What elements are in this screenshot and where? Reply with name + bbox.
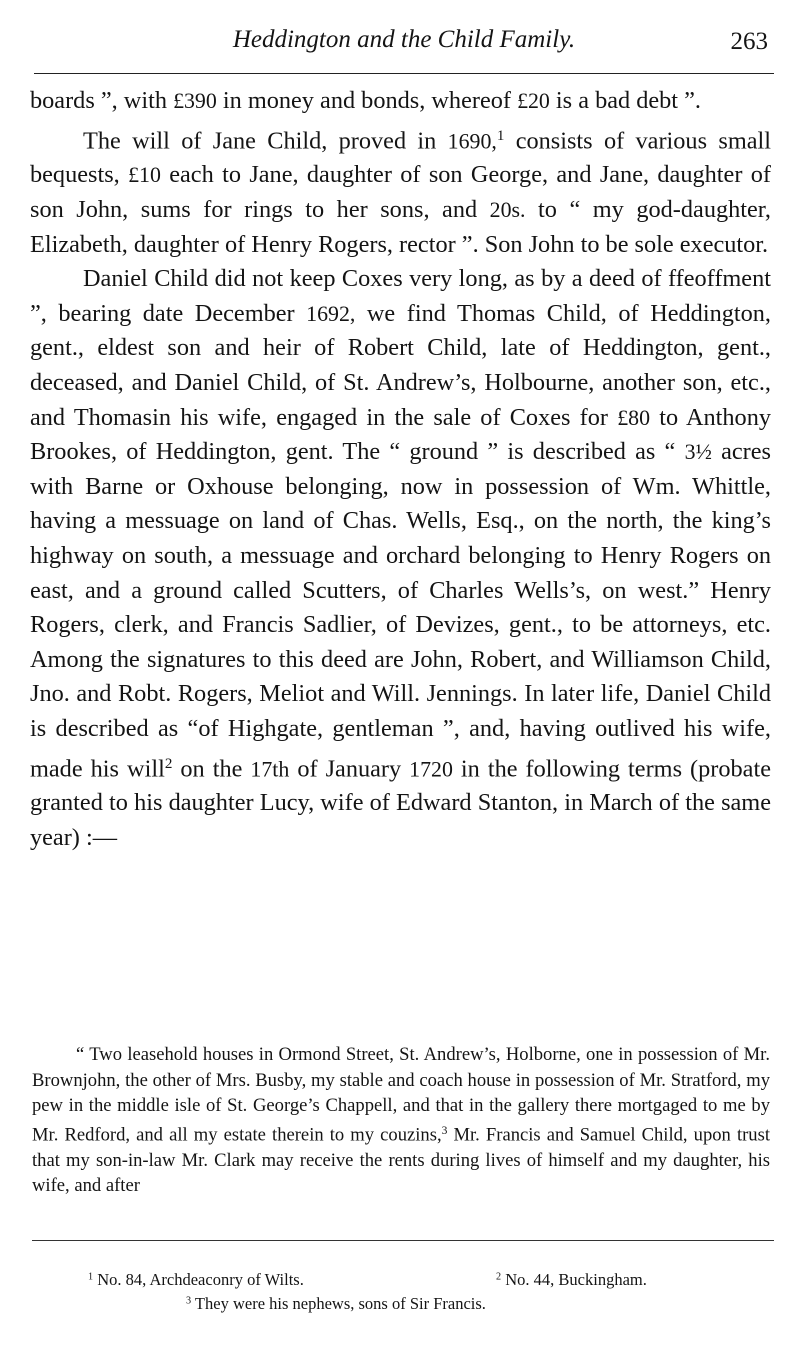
footnote-2	[496, 1270, 647, 1290]
amount: £20	[517, 89, 550, 113]
amount: £80	[617, 405, 650, 430]
text: boards ”, with	[30, 87, 174, 114]
text: acres with Barne or Oxhouse belonging, now in possession of Wm. Whittle, having a messuage on land of Chas. Wells, Esq., on the north, the king’s highway on south, a messuage and orchard belonging to Henry Rogers on east, and a ground called Scutters, of Charles Wells’s, on west.” Henry Rogers, clerk, and Francis Sadlier, of Devizes, gent., to be attorneys, etc. Among the signatures to this deed are John, Robert, and Williamson Child, Jno. and Robt. Rogers, Meliot and Will. Jennings. In later life, Daniel Child is described as “of Highgate, gentleman ”, and, having outlived his wife, made his will	[30, 438, 771, 782]
acreage: 3½	[684, 440, 712, 465]
footnote-ref[interactable]: 2	[164, 755, 173, 772]
will-quotation	[32, 1042, 770, 1199]
year: 1692,	[306, 301, 356, 326]
footnote-mark: 1	[88, 1271, 94, 1283]
footnote-rule	[32, 1240, 774, 1241]
year: 1720	[409, 756, 453, 781]
running-title: Heddington and the Child Family.	[232, 26, 576, 53]
footnote-1	[88, 1270, 304, 1290]
footnotes	[32, 1270, 774, 1313]
text: to Anthony Brookes, of Heddington, gent. The “ ground ” is described as “	[30, 403, 771, 466]
text: of January	[289, 754, 410, 782]
footnote-ref[interactable]: 1	[496, 127, 505, 144]
text: is a bad debt ”.	[549, 87, 701, 114]
paragraph-will-jane-child	[30, 119, 771, 263]
amount: £390	[173, 89, 217, 113]
page-number: 263	[730, 28, 768, 55]
amount: £10	[128, 163, 161, 188]
text: Mr. Francis and Samuel Child, upon trust that my son-in-law Mr. Clark may receive the rents during lives of himself and my daughter, his wife, and after	[32, 1124, 770, 1197]
text: “ Two leasehold houses in Ormond Street, St. Andrew’s, Holborne, one in possession of Mr. Brownjohn, the other of Mrs. Busby, my stable and coach house in possession of Mr. Stratford, my pew in the middle isle of St. George’s Chappell, and that in the gallery there mortgaged to me by Mr. Redford, and all my estate therein to my couzins,	[32, 1044, 770, 1146]
text: Daniel Child did not keep Coxes very long, as by a deed of ffeoffment ”, bearing date December	[30, 265, 771, 327]
text: each to Jane, daughter of son George, and Jane, daughter of son John, sums for rings to her sons, and	[30, 161, 771, 224]
footnote-text: They were his nephews, sons of Sir Francis.	[191, 1294, 486, 1313]
footnote-text: No. 84, Archdeaconry of Wilts.	[93, 1270, 304, 1289]
paragraph-continued	[30, 84, 771, 119]
footnote-mark: 3	[186, 1295, 192, 1307]
text: The will of Jane Child, proved in	[83, 126, 448, 154]
text: we find Thomas Child, of Heddington, gent., eldest son and heir of Robert Child, late of Heddington, gent., deceased, and Daniel Child, of St. Andrew’s, Holbourne, another son, etc., and Thomasin his wife, engaged in the sale of Coxes for	[30, 299, 771, 431]
header-rule	[34, 73, 774, 74]
main-text	[30, 84, 771, 856]
text: in the following terms (probate granted to his daughter Lucy, wife of Edward Stanton, in March of the same year) :—	[30, 754, 771, 852]
year: 1690,	[447, 128, 497, 153]
text: to “ my god-daughter, Elizabeth, daughter of Henry Rogers, rector ”. Son John to be sole executor.	[30, 196, 771, 258]
footnote-ref[interactable]: 3	[441, 1124, 448, 1137]
text: on the	[172, 754, 251, 782]
running-header	[34, 26, 774, 66]
day: 17th	[250, 756, 290, 781]
quotation-text	[32, 1042, 770, 1199]
text: in money and bonds, whereof	[216, 87, 518, 114]
amount: 20s.	[489, 198, 526, 223]
footnote-mark: 2	[496, 1271, 502, 1283]
footnote-row	[32, 1270, 774, 1313]
paragraph-daniel-child	[30, 262, 771, 855]
footnote-3	[186, 1294, 486, 1314]
footnote-text: No. 44, Buckingham.	[501, 1270, 647, 1289]
text: consists of various small bequests,	[30, 126, 771, 189]
